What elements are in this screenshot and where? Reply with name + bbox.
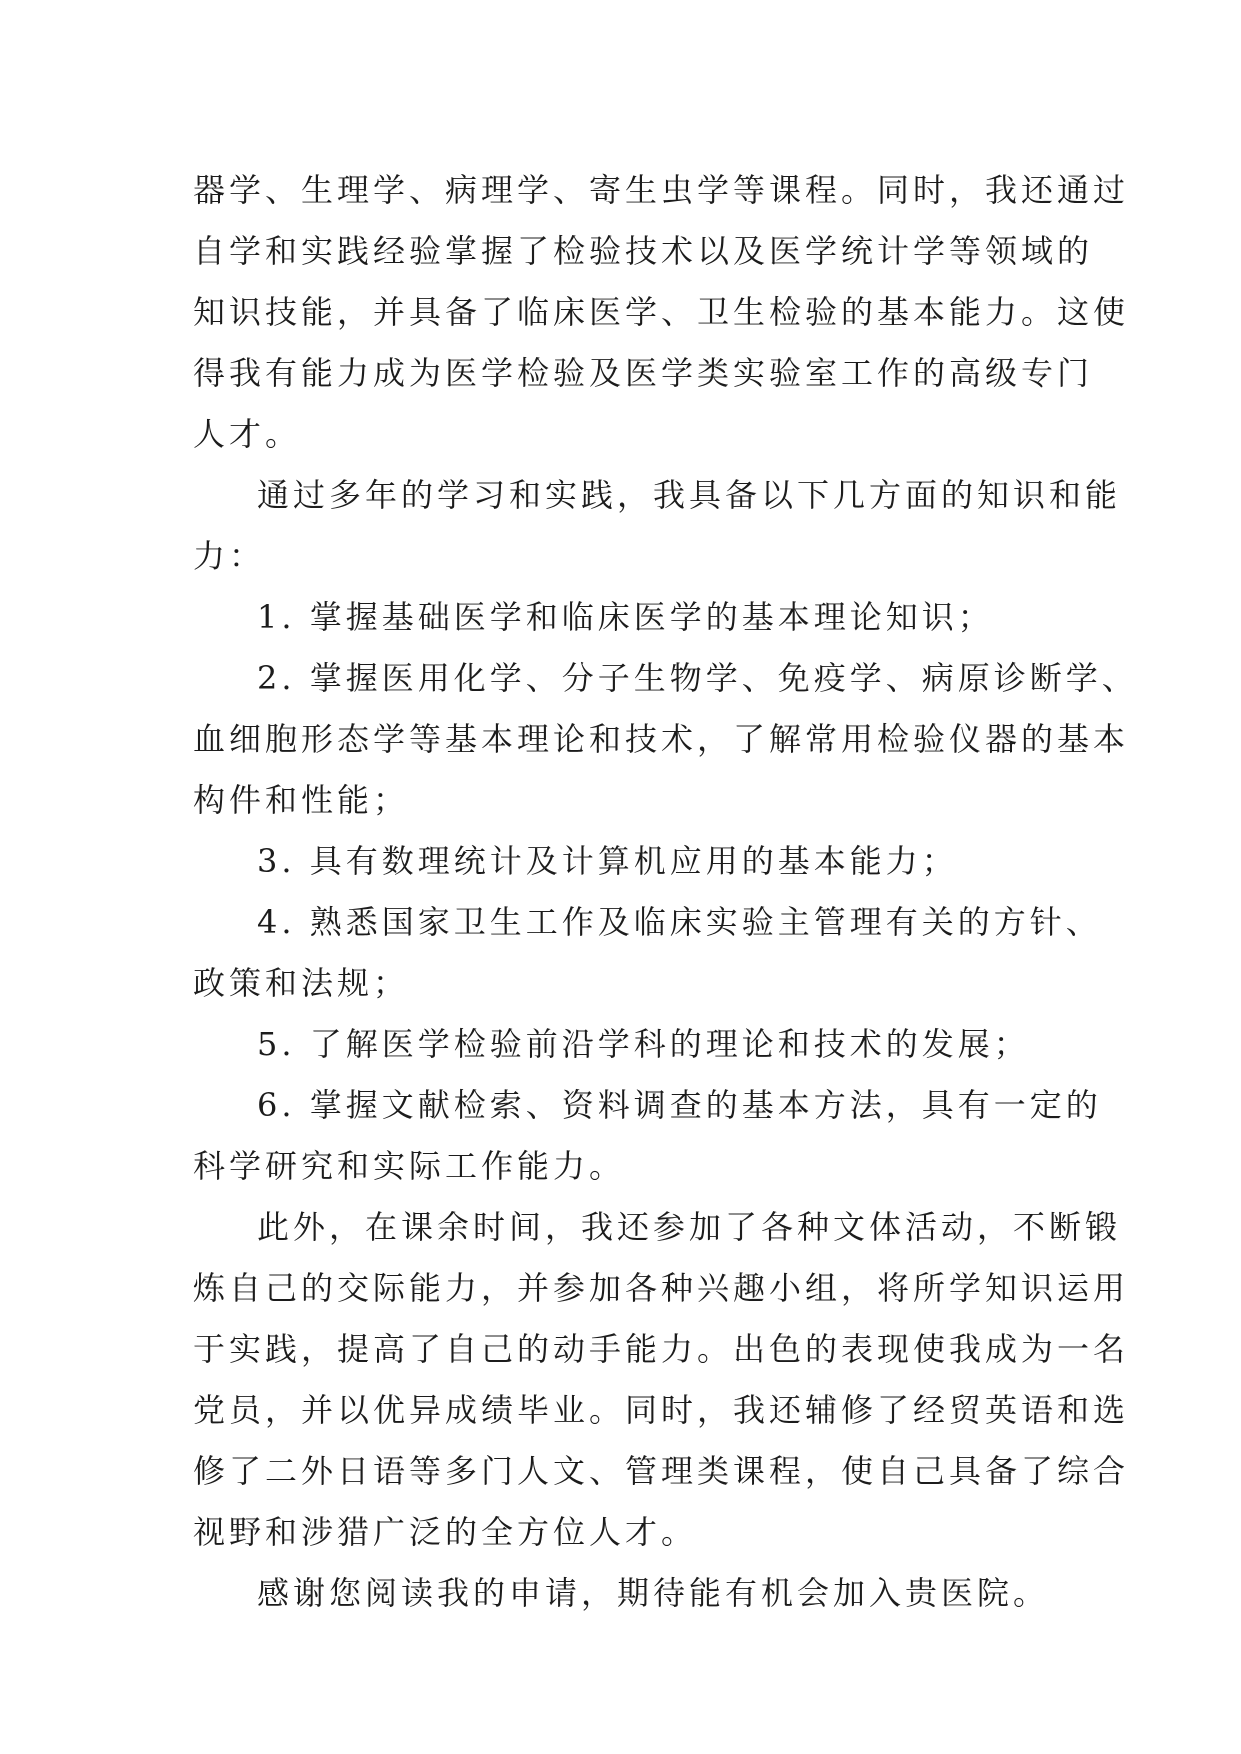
list-item-1 <box>193 587 1073 648</box>
text-line: 修了二外日语等多门人文、管理类课程，使自己具备了综合 <box>193 1452 1130 1490</box>
list-item-4 <box>193 892 1102 1014</box>
text-line: 科学研究和实际工作能力。 <box>193 1147 626 1185</box>
text-line: 于实践，提高了自己的动手能力。出色的表现使我成为一名 <box>193 1330 1130 1368</box>
paragraph-closing <box>193 1563 1073 1624</box>
paragraph-abilities-intro <box>193 465 1122 587</box>
paragraph-extracurricular <box>193 1197 1130 1563</box>
list-item-6 <box>193 1075 1102 1197</box>
text-line: 视野和涉猎广泛的全方位人才。 <box>193 1513 698 1551</box>
list-item-3 <box>193 831 1073 892</box>
text-line: 感谢您阅读我的申请，期待能有机会加入贵医院。 <box>257 1574 1050 1612</box>
text-line: 6. 掌握文献检索、资料调查的基本方法，具有一定的 <box>257 1086 1102 1124</box>
text-line: 器学、生理学、病理学、寄生虫学等课程。同时，我还通过 <box>193 171 1130 209</box>
text-line: 力： <box>193 537 266 575</box>
text-line: 知识技能，并具备了临床医学、卫生检验的基本能力。这使 <box>193 293 1130 331</box>
list-item-5 <box>193 1014 1073 1075</box>
text-line: 炼自己的交际能力，并参加各种兴趣小组，将所学知识运用 <box>193 1269 1130 1307</box>
text-line: 党员，并以优异成绩毕业。同时，我还辅修了经贸英语和选 <box>193 1391 1130 1429</box>
paragraph-continuation <box>193 160 1130 465</box>
text-line: 政策和法规； <box>193 964 410 1002</box>
text-line: 此外，在课余时间，我还参加了各种文体活动，不断锻 <box>257 1208 1122 1246</box>
text-line: 5. 了解医学检验前沿学科的理论和技术的发展； <box>257 1025 1030 1063</box>
text-line: 人才。 <box>193 415 302 453</box>
text-line: 2. 掌握医用化学、分子生物学、免疫学、病原诊断学、 <box>257 659 1138 697</box>
text-line: 自学和实践经验掌握了检验技术以及医学统计学等领域的 <box>193 232 1094 270</box>
text-line: 4. 熟悉国家卫生工作及临床实验主管理有关的方针、 <box>257 903 1102 941</box>
text-line: 得我有能力成为医学检验及医学类实验室工作的高级专门 <box>193 354 1094 392</box>
text-line: 1. 掌握基础医学和临床医学的基本理论知识； <box>257 598 994 636</box>
text-line: 血细胞形态学等基本理论和技术，了解常用检验仪器的基本 <box>193 720 1130 758</box>
text-line: 通过多年的学习和实践，我具备以下几方面的知识和能 <box>257 476 1122 514</box>
list-item-2 <box>193 648 1138 831</box>
text-line: 3. 具有数理统计及计算机应用的基本能力； <box>257 842 958 880</box>
document-body <box>193 160 1138 1624</box>
text-line: 构件和性能； <box>193 781 410 819</box>
